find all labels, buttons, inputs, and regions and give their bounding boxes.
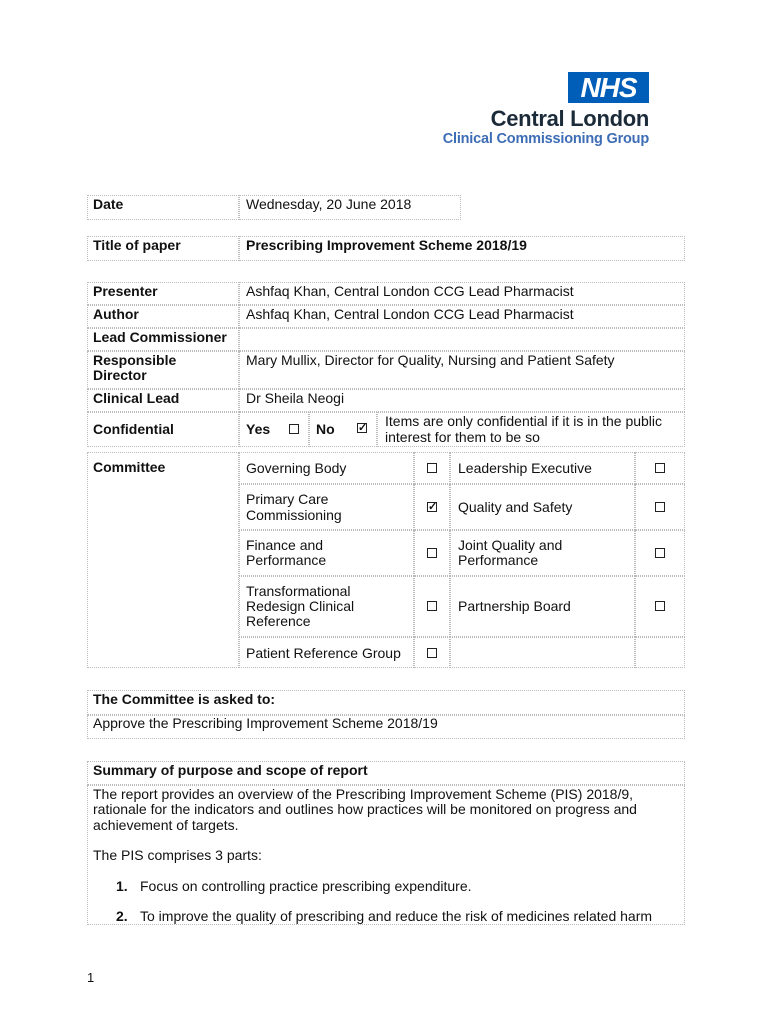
partnership-board-checkbox[interactable]	[655, 601, 665, 611]
summary-para-line-2: rationale for the indicators and outlines how practices will be monitored on progress and	[93, 801, 637, 817]
confidential-no-checkbox[interactable]: ✓	[358, 422, 368, 434]
transformational-label-line-2: Redesign Clinical	[246, 598, 355, 614]
lead-commissioner-label: Lead Commissioner	[93, 329, 227, 345]
leadership-executive-checkbox[interactable]	[655, 463, 665, 473]
author-label: Author	[93, 306, 139, 322]
parts-intro: The PIS comprises 3 parts:	[93, 847, 262, 863]
committee-label-cell	[87, 452, 239, 668]
governing-body-checkbox[interactable]	[427, 463, 437, 473]
date-label: Date	[93, 196, 124, 212]
committee-cell	[450, 637, 635, 668]
transformational-label-line-3: Reference	[246, 613, 311, 629]
patient-reference-checkbox[interactable]	[427, 648, 437, 658]
transformational-label-line-1: Transformational	[246, 583, 351, 599]
summary-para-line-1: The report provides an overview of the Prescribing Improvement Scheme (PIS) 2018/9,	[93, 786, 634, 802]
org-name: Central London	[490, 106, 649, 131]
confidential-yes-checkbox[interactable]	[289, 424, 299, 434]
joint-quality-label-line-2: Performance	[458, 552, 539, 568]
committee-cell	[635, 637, 685, 668]
asked-text: Approve the Prescribing Improvement Scheme 2018/19	[93, 715, 438, 731]
finance-label-line-2: Performance	[246, 552, 327, 568]
finance-label-line-1: Finance and	[246, 537, 324, 553]
confidential-note-line-1: Items are only confidential if it is in the public	[385, 413, 663, 429]
confidential-note-line-2: interest for them to be so	[385, 429, 540, 445]
primary-care-checkbox[interactable]: ✓	[428, 501, 438, 513]
summary-para-line-3: achievement of targets.	[93, 817, 239, 833]
date-value: Wednesday, 20 June 2018	[246, 196, 412, 212]
quality-safety-label: Quality and Safety	[458, 499, 573, 515]
primary-care-label-line-1: Primary Care	[246, 491, 329, 507]
author-value: Ashfaq Khan, Central London CCG Lead Pharmacist	[246, 306, 574, 322]
clinical-lead-label: Clinical Lead	[93, 390, 180, 406]
governing-body-label: Governing Body	[246, 460, 347, 476]
list-item-1: Focus on controlling practice prescribing expenditure.	[140, 878, 472, 894]
list-item-1-number: 1.	[116, 878, 128, 894]
leadership-executive-label: Leadership Executive	[458, 460, 592, 476]
page-number: 1	[87, 970, 95, 985]
patient-reference-label: Patient Reference Group	[246, 645, 401, 661]
responsible-director-label-line-1: Responsible	[93, 352, 177, 368]
finance-checkbox[interactable]	[427, 548, 437, 558]
asked-heading: The Committee is asked to:	[93, 691, 276, 707]
list-item-2: To improve the quality of prescribing and reduce the risk of medicines related harm	[140, 908, 653, 924]
joint-quality-checkbox[interactable]	[655, 548, 665, 558]
org-subtitle: Clinical Commissioning Group	[442, 131, 649, 147]
quality-safety-checkbox[interactable]	[655, 502, 665, 512]
list-item-2-number: 2.	[116, 908, 128, 924]
nhs-logo: NHS	[568, 72, 649, 103]
responsible-director-label-line-2: Director	[93, 367, 147, 383]
committee-label: Committee	[93, 459, 166, 475]
primary-care-label-line-2: Commissioning	[246, 507, 342, 523]
joint-quality-label-line-1: Joint Quality and	[458, 537, 563, 553]
title-label: Title of paper	[93, 237, 181, 253]
confidential-label: Confidential	[93, 421, 174, 437]
confidential-no-label: No	[316, 421, 335, 437]
summary-heading: Summary of purpose and scope of report	[93, 762, 368, 778]
title-value: Prescribing Improvement Scheme 2018/19	[246, 237, 527, 253]
transformational-checkbox[interactable]	[427, 601, 437, 611]
lead-commissioner-value-cell	[239, 328, 685, 351]
presenter-value: Ashfaq Khan, Central London CCG Lead Pharmacist	[246, 283, 574, 299]
responsible-director-value: Mary Mullix, Director for Quality, Nursing and Patient Safety	[246, 352, 615, 368]
confidential-yes-label: Yes	[246, 421, 271, 437]
clinical-lead-value: Dr Sheila Neogi	[246, 390, 345, 406]
partnership-board-label: Partnership Board	[458, 598, 571, 614]
presenter-label: Presenter	[93, 283, 158, 299]
